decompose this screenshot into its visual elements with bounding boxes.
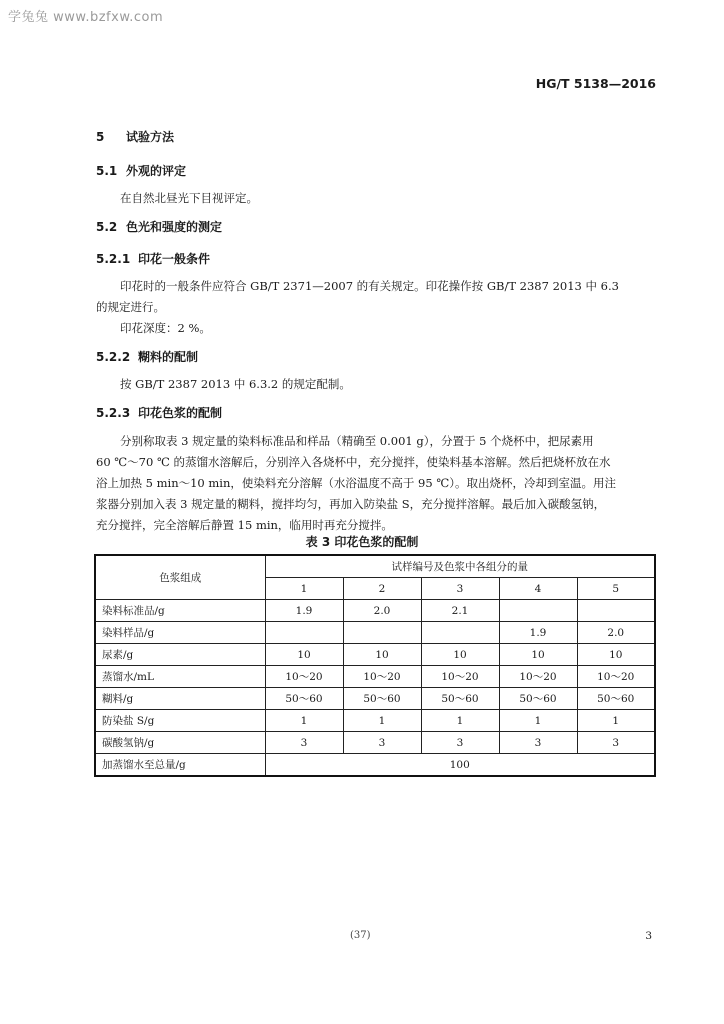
section-number: 5.2.3	[96, 406, 131, 420]
table-cell: 2.0	[577, 622, 655, 644]
section-5-2-3-line-5: 充分搅拌，完全溶解后静置 15 min，临用时再充分搅拌。	[96, 518, 393, 532]
table-row	[95, 710, 655, 732]
table-cell: 10	[499, 644, 577, 666]
section-5-1-heading	[96, 162, 186, 179]
section-5-1-text: 在自然北昼光下目视评定。	[120, 191, 258, 205]
table-row	[95, 644, 655, 666]
table-cell: 10～20	[265, 666, 343, 688]
table-cell: 1.9	[499, 622, 577, 644]
standard-code: HG/T 5138—2016	[535, 76, 656, 91]
column-header: 5	[577, 578, 655, 600]
footer-center: (37)	[350, 930, 371, 941]
column-header: 3	[421, 578, 499, 600]
table-cell	[577, 600, 655, 622]
section-5-2-heading	[96, 218, 222, 235]
section-title: 印花一般条件	[138, 252, 211, 266]
section-title: 外观的评定	[126, 164, 187, 178]
page-number: 3	[645, 930, 652, 942]
row-label: 糊料/g	[95, 688, 265, 710]
table-total-row	[95, 754, 655, 777]
table-cell: 3	[343, 732, 421, 754]
section-5-2-2-heading	[96, 348, 198, 365]
table-cell: 50～60	[421, 688, 499, 710]
table-cell: 1.9	[265, 600, 343, 622]
section-title: 糊料的配制	[138, 350, 199, 364]
row-label: 尿素/g	[95, 644, 265, 666]
section-number: 5.2.2	[96, 350, 131, 364]
section-5-2-1-line-3: 印花深度：2 %。	[120, 321, 211, 335]
column-header: 2	[343, 578, 421, 600]
table-cell: 10～20	[499, 666, 577, 688]
table-cell: 2.1	[421, 600, 499, 622]
section-number: 5.1	[96, 164, 118, 178]
table-cell: 10	[343, 644, 421, 666]
table-cell: 10～20	[421, 666, 499, 688]
table-header-row	[95, 555, 655, 578]
section-title: 试验方法	[126, 130, 175, 144]
section-5-2-3-line-4: 浆器分别加入表 3 规定量的糊料，搅拌均匀，再加入防染盐 S，充分搅拌溶解。最后加入碳酸氢钠，	[96, 497, 606, 511]
section-5-2-3-line-2: 60 ℃～70 ℃ 的蒸馏水溶解后，分别淬入各烧杯中，充分搅拌，使染料基本溶解。然后把烧杯放在水	[96, 455, 611, 469]
row-label: 染料样品/g	[95, 622, 265, 644]
table-group-header: 试样编号及色浆中各组分的量	[265, 555, 655, 578]
watermark: 学兔兔 www.bzfxw.com	[8, 10, 164, 25]
section-number: 5	[96, 130, 105, 144]
row-label: 加蒸馏水至总量/g	[95, 754, 265, 777]
table-row	[95, 688, 655, 710]
column-header: 1	[265, 578, 343, 600]
table-cell: 3	[421, 732, 499, 754]
column-header: 4	[499, 578, 577, 600]
section-5-2-1-heading	[96, 250, 210, 267]
table-corner-header: 色浆组成	[95, 555, 265, 600]
section-5-2-1-line-1: 印花时的一般条件应符合 GB/T 2371—2007 的有关规定。印花操作按 GB/T 2387 2013 中 6.3	[120, 279, 619, 293]
table-cell: 1	[421, 710, 499, 732]
row-label: 防染盐 S/g	[95, 710, 265, 732]
table-title: 表 3 印花色浆的配制	[305, 535, 419, 549]
row-label: 碳酸氢钠/g	[95, 732, 265, 754]
row-label: 蒸馏水/mL	[95, 666, 265, 688]
table-cell: 3	[265, 732, 343, 754]
recipe-table	[94, 554, 656, 777]
section-number: 5.2	[96, 220, 118, 234]
table-cell: 1	[343, 710, 421, 732]
table-cell	[421, 622, 499, 644]
table-cell: 3	[499, 732, 577, 754]
table-cell: 50～60	[343, 688, 421, 710]
table-cell	[499, 600, 577, 622]
table-row	[95, 600, 655, 622]
table-cell: 10～20	[577, 666, 655, 688]
section-title: 印花色浆的配制	[138, 406, 223, 420]
section-title: 色光和强度的测定	[126, 220, 223, 234]
table-row	[95, 666, 655, 688]
row-label: 染料标准品/g	[95, 600, 265, 622]
table-cell	[343, 622, 421, 644]
section-5-heading	[96, 128, 174, 145]
table-cell: 10	[421, 644, 499, 666]
table-cell: 50～60	[577, 688, 655, 710]
table-row	[95, 732, 655, 754]
section-5-2-2-text: 按 GB/T 2387 2013 中 6.3.2 的规定配制。	[120, 377, 351, 391]
table-cell: 50～60	[265, 688, 343, 710]
table-cell: 1	[265, 710, 343, 732]
table-cell: 1	[577, 710, 655, 732]
section-5-2-1-line-2: 的规定进行。	[96, 300, 165, 314]
table-row	[95, 622, 655, 644]
section-5-2-3-line-3: 浴上加热 5 min～10 min，使染料充分溶解（水浴温度不高于 95 ℃）。取出烧杯，冷却到室温。用注	[96, 476, 616, 490]
section-5-2-3-line-1: 分别称取表 3 规定量的染料标准品和样品（精确至 0.001 g），分置于 5 个烧杯中，把尿素用	[120, 434, 594, 448]
table-cell: 1	[499, 710, 577, 732]
table-cell: 10	[577, 644, 655, 666]
table-cell: 2.0	[343, 600, 421, 622]
table-cell: 10	[265, 644, 343, 666]
table-cell	[265, 622, 343, 644]
table-cell: 10～20	[343, 666, 421, 688]
table-cell: 3	[577, 732, 655, 754]
table-cell: 100	[265, 754, 655, 777]
table-cell: 50～60	[499, 688, 577, 710]
section-5-2-3-heading	[96, 404, 222, 421]
section-number: 5.2.1	[96, 252, 131, 266]
